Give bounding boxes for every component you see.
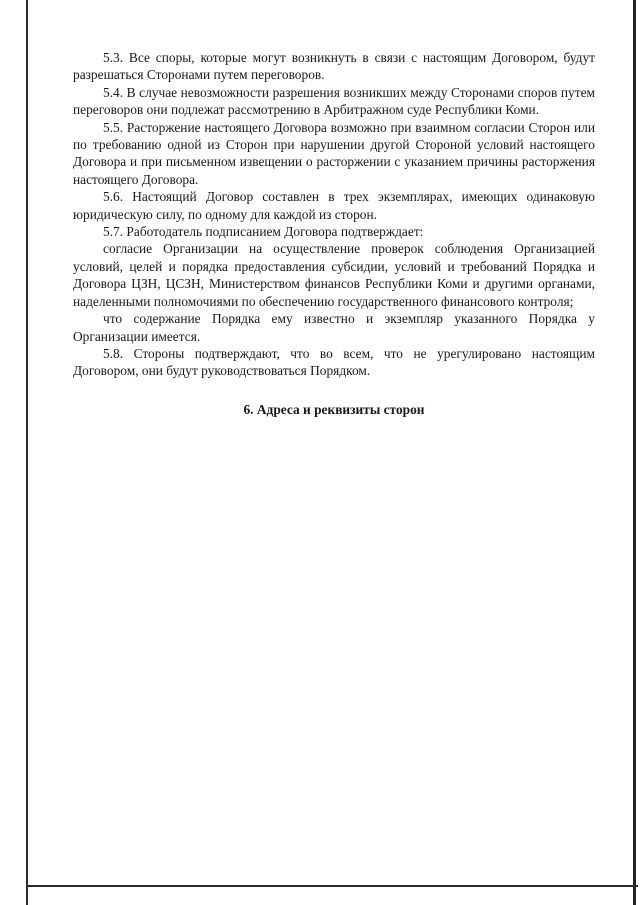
clause-5-7-item-awareness: что содержание Порядка ему известно и экземпляр указанного Порядка у Организации имеется. — [73, 311, 595, 344]
clause-5-5: 5.5. Расторжение настоящего Договора возможно при взаимном согласии Сторон или по требованию одной из Сторон при нарушении другой Стороной условий настоящего Договора и при письменном извещении о расторжении с указанием причины расторжения настоящего Договора. — [73, 119, 595, 187]
clause-5-7-item-consent: согласие Организации на осуществление проверок соблюдения Организацией условий, целей и порядка предоставления субсидии, условий и требований Порядка и Договора ЦЗН, ЦСЗН, Министерством финансов Республики Коми и другими органами, наделенными полномочиями по обеспечению государственного финансового контроля; — [73, 241, 595, 309]
document-body — [73, 49, 595, 418]
clause-5-6: 5.6. Настоящий Договор составлен в трех экземплярах, имеющих одинаковую юридическую силу, по одному для каждой из сторон. — [73, 189, 595, 222]
page-bottom-border — [26, 885, 638, 887]
page-right-border — [633, 0, 636, 905]
clause-5-7: 5.7. Работодатель подписанием Договора подтверждает: — [103, 224, 424, 240]
section-title: 6. Адреса и реквизиты сторон — [243, 401, 425, 417]
clause-5-3: 5.3. Все споры, которые могут возникнуть в связи с настоящим Договором, будут разрешаться Сторонами путем переговоров. — [73, 50, 595, 83]
page-left-border — [26, 0, 28, 905]
clause-5-4: 5.4. В случае невозможности разрешения возникших между Сторонами споров путем переговоров они подлежат рассмотрению в Арбитражном суде Республики Коми. — [73, 84, 595, 118]
clause-5-8: 5.8. Стороны подтверждают, что во всем, что не урегулировано настоящим Договором, они будут руководствоваться Порядком. — [73, 345, 595, 379]
